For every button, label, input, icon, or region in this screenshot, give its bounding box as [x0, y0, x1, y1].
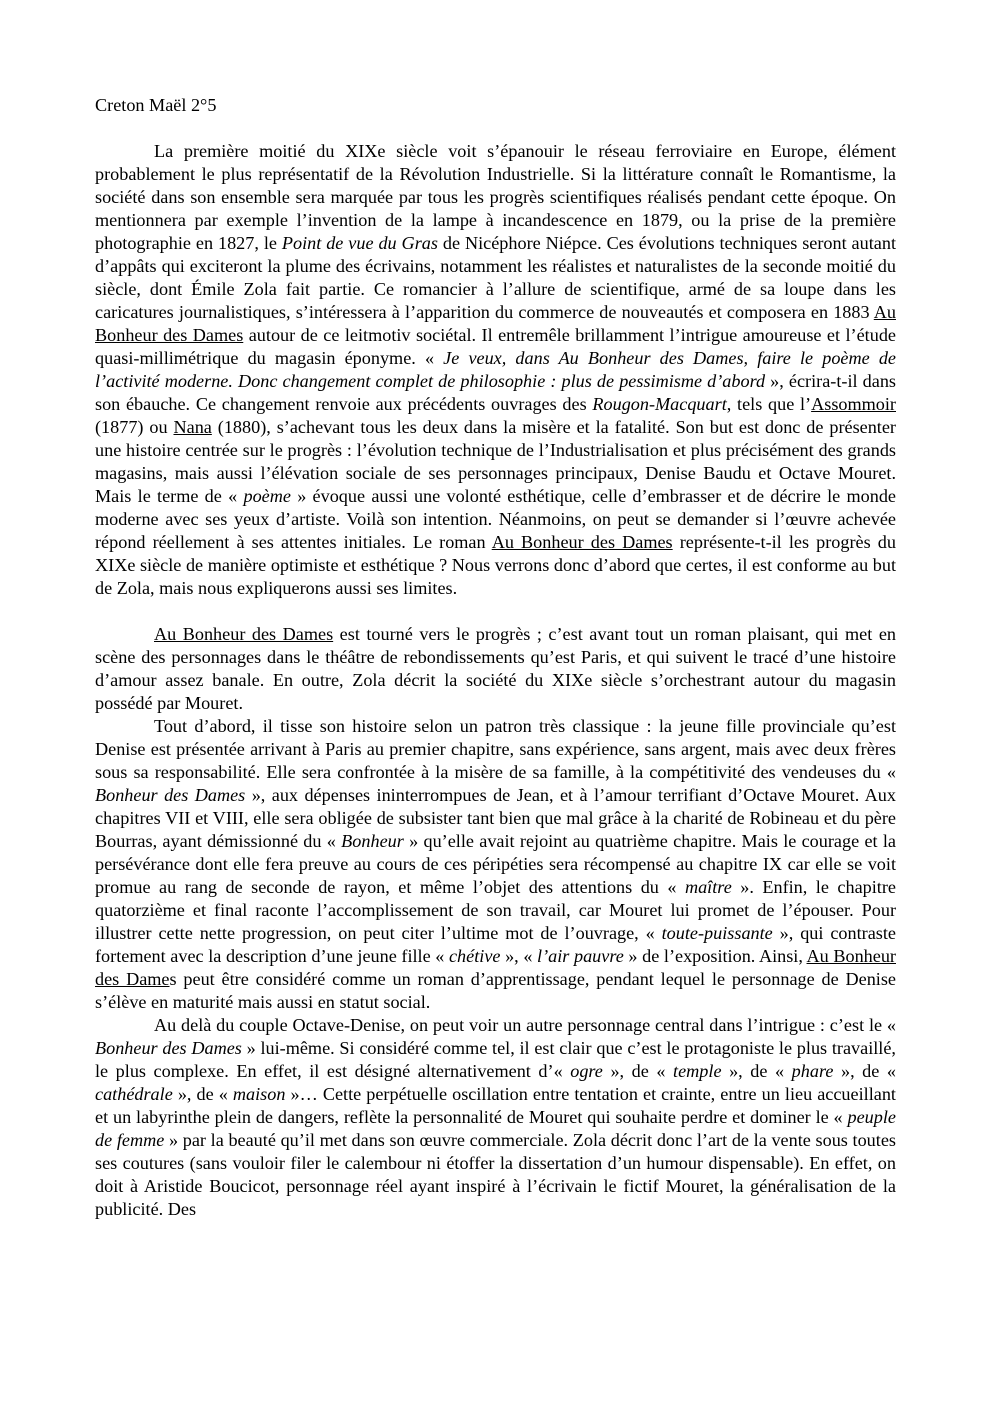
italic-text: Bonheur des Dames	[95, 1038, 242, 1058]
text-run: »… Cette perpétuelle oscillation entre tentation et crainte, entre un lieu accueillant et un labyrinthe plein de dangers, reflète la personnalité de Mouret qui souhaite perdre et dominer le «	[95, 1084, 896, 1127]
italic-text: Rougon-Macquart	[592, 394, 727, 414]
italic-text: maître	[684, 877, 732, 897]
text-run: », de «	[602, 1061, 674, 1081]
author-header: Creton Maël 2°5	[95, 95, 217, 115]
paragraph	[95, 140, 896, 600]
text-run: », de «	[721, 1061, 792, 1081]
text-run: Tout d’abord, il tisse son histoire selon un patron très classique : la jeune fille provinciale qu’est Denise est présentée arrivant à Paris au premier chapitre, sans expérience, sans argent, mais avec deux frères sous sa responsabilité. Elle sera confrontée à la misère de sa famille, à la compétitivité des vendeuses du «	[95, 716, 896, 782]
underlined-title: Au Bonheur des Dame	[95, 946, 896, 989]
text-run: », «	[500, 946, 538, 966]
italic-text: Je veux, dans Au Bonheur des Dames, faire le poème de l’activité moderne. Donc changement complet de philosophie : plus de pessimisme d’abord	[95, 348, 896, 391]
text-run: de Nicéphore Niépce. Ces évolutions techniques seront autant d’appâts qui exciteront la plume des écrivains, notamment les réalistes et naturalistes de la seconde moitié du siècle, dont Émile Zola fait partie. Ce romancier à l’allure de scientifique, armé de sa loupe dans les caricatures journalistiques, s’intéressera à l’apparition du commerce de nouveautés et composera en 1883	[95, 233, 896, 322]
italic-text: cathédrale	[95, 1084, 173, 1104]
text-run: (1877) ou	[95, 417, 174, 437]
text-run: s peut être considéré comme un roman d’apprentissage, pendant lequel le personnage de Denise s’élève en maturité mais aussi en statut social.	[95, 969, 897, 1012]
text-run: », qui contraste fortement avec la description d’une jeune fille «	[95, 923, 896, 966]
underlined-title: Nana	[173, 417, 212, 437]
underlined-title: Au Bonheur des Dames	[491, 532, 673, 552]
text-run: ». Enfin, le chapitre quatorzième et final raconte l’accomplissement de son travail, car Mouret lui promet de l’épouser. Pour illustrer cette nette progression, on peut citer l’ultime mot de l’ouvrage, «	[95, 877, 896, 943]
italic-text: peuple de femme	[95, 1107, 896, 1150]
text-run: La première moitié du XIXe siècle voit s’épanouir le réseau ferroviaire en Europe, élément probablement le plus représentatif de la Révolution Industrielle. Si la littérature connaît le Romantisme, la société dans son ensemble sera marquée par tous les progrès scientifiques réalisés pendant cette époque. On mentionnera par exemple l’invention de la lampe à incandescence en 1879, ou la prise de la première photographie en 1827, le	[95, 141, 896, 253]
text-run: représente-t-il les progrès du XIXe siècle de manière optimiste et esthétique ? Nous verrons donc d’abord que certes, il est conforme au but de Zola, mais nous expliquerons aussi ses limites.	[95, 532, 896, 598]
text-run: (1880), s’achevant tous les deux dans la misère et la fatalité. Son but est donc de présenter une histoire centrée sur le progrès : l’évolution technique de l’Industrialisation et plus précisément des grands magasins, mais aussi l’élévation sociale de ses personnages principaux, Denise Baudu et Octave Mouret. Mais le terme de «	[95, 417, 896, 506]
italic-text: chétive	[448, 946, 501, 966]
text-run: » lui-même. Si considéré comme tel, il est clair que c’est le protagoniste le plus travaillé, le plus complexe. En effet, il est désigné alternativement d’«	[95, 1038, 896, 1081]
text-run: », de «	[833, 1061, 896, 1081]
italic-text: l’air pauvre	[537, 946, 624, 966]
italic-text: temple	[673, 1061, 722, 1081]
text-run: autour de ce leitmotiv sociétal. Il entremêle brillamment l’intrigue amoureuse et l’étude quasi-millimétrique du magasin éponyme. «	[95, 325, 896, 368]
italic-text: toute-puissante	[661, 923, 773, 943]
italic-text: phare	[791, 1061, 834, 1081]
text-run: », écrira-t-il dans son ébauche. Ce changement renvoie aux précédents ouvrages des	[95, 371, 897, 414]
italic-text: Point de vue du Gras	[281, 233, 438, 253]
text-run: », de «	[172, 1084, 233, 1104]
text-run: », aux dépenses ininterrompues de Jean, et à l’amour terrifiant d’Octave Mouret. Aux chapitres VII et VIII, elle sera obligée de subsister tant bien que mal grâce à la charité de Robineau et du père Bourras, ayant démissionné du «	[95, 785, 896, 851]
paragraph	[95, 623, 896, 715]
essay-body	[95, 140, 896, 1221]
text-run: , tels que l’	[726, 394, 812, 414]
paragraph	[95, 715, 896, 1014]
text-run: est tourné vers le progrès ; c’est avant tout un roman plaisant, qui met en scène des personnages dans le théâtre de rebondissements qu’est Paris, et qui suivent le tracé d’une histoire d’amour assez banale. En outre, Zola décrit la société du XIXe siècle s’orchestrant autour du magasin possédé par Mouret.	[95, 624, 896, 713]
text-run: » par la beauté qu’il met dans son œuvre commerciale. Zola décrit donc l’art de la vente sous toutes ses coutures (sans vouloir filer le calembour ni étoffer la dissertation d’un humour dispensable). En effet, on doit à Aristide Boucicot, personnage réel ayant inspiré à l’écrivain le fictif Mouret, la généralisation de la publicité. Des	[95, 1130, 896, 1219]
text-run: » de l’exposition. Ainsi,	[623, 946, 807, 966]
text-run: Au delà du couple Octave-Denise, on peut voir un autre personnage central dans l’intrigue : c’est le «	[154, 1015, 896, 1035]
underlined-title: Au Bonheur des Dames	[154, 624, 334, 644]
text-run: » évoque aussi une volonté esthétique, celle d’embrasser et de décrire le monde moderne avec ses yeux d’artiste. Voilà son intention. Néanmoins, on peut se demander si l’œuvre achevée répond réellement à ses attentes initiales. Le roman	[95, 486, 896, 552]
italic-text: poème	[243, 486, 291, 506]
italic-text: Bonheur	[341, 831, 404, 851]
underlined-title: Assommoir	[811, 394, 896, 414]
paragraph	[95, 1014, 896, 1221]
italic-text: Bonheur des Dames	[95, 785, 246, 805]
text-run: » qu’elle avait rejoint au quatrième chapitre. Mais le courage et la persévérance dont elle fera preuve au cours de ces péripéties sera récompensé au chapitre IX car elle se voit promue au rang de seconde de rayon, et même l’objet des attentions du «	[95, 831, 896, 897]
underlined-title: Au Bonheur des Dames	[95, 302, 896, 345]
italic-text: maison	[232, 1084, 286, 1104]
italic-text: ogre	[570, 1061, 603, 1081]
